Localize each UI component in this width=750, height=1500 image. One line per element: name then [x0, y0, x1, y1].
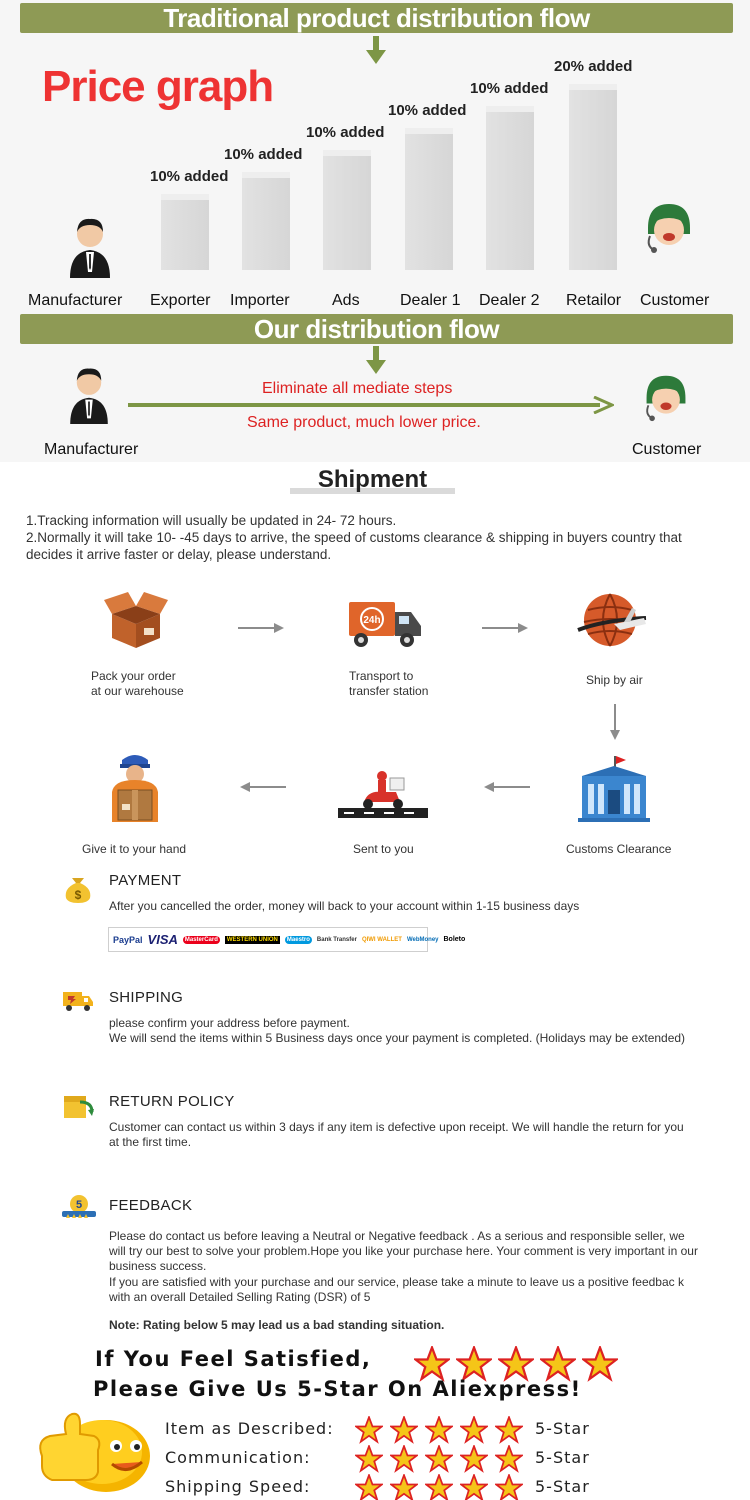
star-icon [460, 1445, 488, 1473]
price-bar-label: 10% added [388, 102, 467, 119]
scooter-courier-icon [338, 764, 428, 820]
star-icon [425, 1445, 453, 1473]
stage-label: Exporter [150, 292, 211, 309]
return-box-icon [62, 1092, 94, 1120]
price-graph-title: Price graph [42, 62, 274, 111]
price-bar [486, 106, 534, 270]
five-star-badge-icon [60, 1194, 98, 1222]
our-flow-banner: Our distribution flow [20, 314, 733, 344]
courier-parcel-icon [108, 752, 162, 824]
rating-row-label: Item as Described: [165, 1419, 334, 1438]
step-label-give-hand: Give it to your hand [82, 842, 187, 856]
star-icon [495, 1416, 523, 1444]
mastercard-logo: MasterCard [184, 936, 218, 943]
visa-logo: VISA [147, 932, 178, 947]
rating-row-stars [355, 1474, 530, 1500]
down-arrow-icon [610, 704, 620, 740]
same-product-text: Same product, much lower price. [247, 414, 481, 431]
price-bar [405, 128, 453, 270]
truck-24h-icon [347, 598, 423, 650]
eliminate-text: Eliminate all mediate steps [262, 380, 453, 397]
payment-heading: PAYMENT [109, 872, 182, 889]
stage-label: Dealer 1 [400, 292, 461, 309]
star-icon [355, 1445, 383, 1473]
return-policy-text: Customer can contact us within 3 days if any item is defective upon receipt. We will handle the return for you at the first time. [109, 1120, 684, 1149]
our-flow-end-label: Customer [632, 441, 702, 458]
left-arrow-icon [240, 782, 286, 792]
star-icon [495, 1474, 523, 1500]
feedback-note: Note: Rating below 5 may lead us a bad standing situation. [109, 1318, 445, 1332]
shipment-notes [26, 512, 726, 563]
star-icon [390, 1474, 418, 1500]
qiwi-logo: QIWI WALLET [361, 936, 402, 943]
step-label-ship-air: Ship by air [586, 673, 643, 687]
manufacturer-person-icon [66, 212, 114, 278]
stage-label: Importer [230, 292, 290, 309]
price-bar [323, 150, 371, 270]
rating-row-value: 5-Star [535, 1448, 590, 1467]
rating-row-label: Communication: [165, 1448, 311, 1467]
left-arrow-icon [484, 782, 530, 792]
step-label-customs: Customs Clearance [566, 842, 672, 856]
rating-headline-1: If You Feel Satisfied, [95, 1347, 372, 1371]
stage-label: Dealer 2 [479, 292, 540, 309]
star-icon [460, 1416, 488, 1444]
stage-label: Retailor [566, 292, 622, 309]
price-bar-label: 20% added [554, 58, 633, 75]
boleto-logo: Boleto [443, 936, 466, 943]
feedback-heading: FEEDBACK [109, 1197, 193, 1214]
western-union-logo: WESTERN UNION [226, 936, 278, 943]
shipment-title: Shipment [317, 466, 428, 493]
shipping-line-1: please confirm your address before payment. [109, 1016, 350, 1030]
direct-flow-arrow [128, 396, 614, 414]
star-icon [390, 1445, 418, 1473]
star-icon [582, 1346, 618, 1382]
payment-logos [108, 927, 466, 952]
thumbs-up-smiley-icon [36, 1410, 154, 1494]
price-bar [569, 84, 617, 270]
rating-headline-2: Please Give Us 5-Star On Aliexpress! [93, 1377, 582, 1401]
svg-text:24h: 24h [363, 615, 381, 626]
right-arrow-icon [482, 623, 528, 633]
step-label-sent: Sent to you [353, 842, 414, 856]
step-label-pack: Pack your order at our warehouse [91, 669, 184, 698]
down-arrow-icon [366, 346, 386, 374]
customer-person-icon [644, 200, 694, 254]
price-bar [242, 172, 290, 270]
svg-text:5: 5 [75, 1199, 83, 1211]
down-arrow-icon [366, 36, 386, 64]
bank-transfer-logo: Bank Transfer [316, 936, 357, 943]
our-flow-start-label: Manufacturer [44, 441, 139, 458]
price-bar-label: 10% added [150, 168, 229, 185]
stage-label: Customer [640, 292, 710, 309]
maestro-logo: Maestro [286, 936, 310, 943]
shipment-note-1: 1.Tracking information will usually be updated in 24- 72 hours. [26, 513, 397, 528]
star-icon [390, 1416, 418, 1444]
step-label-transport: Transport to transfer station [349, 669, 429, 698]
distribution-infographic [0, 0, 750, 462]
stage-label: Ads [332, 292, 360, 309]
return-policy-heading: RETURN POLICY [109, 1093, 235, 1110]
stage-label: Manufacturer [28, 292, 123, 309]
rating-row-stars [355, 1416, 530, 1444]
rating-row-value: 5-Star [535, 1477, 590, 1496]
rating-row-value: 5-Star [535, 1419, 590, 1438]
shipping-line-2: We will send the items within 5 Business days once your payment is completed. (Holidays may be extended) [109, 1031, 686, 1045]
webmoney-logo: WebMoney [406, 936, 439, 943]
box-icon [104, 592, 168, 650]
star-icon [355, 1474, 383, 1500]
rating-row-label: Shipping Speed: [165, 1477, 311, 1496]
price-bar [161, 194, 209, 270]
price-bar-label: 10% added [306, 124, 385, 141]
star-icon [355, 1416, 383, 1444]
paypal-logo: PayPal [113, 934, 143, 945]
star-icon [425, 1474, 453, 1500]
rating-row-stars [355, 1445, 530, 1473]
price-bar-label: 10% added [470, 80, 549, 97]
star-icon [425, 1416, 453, 1444]
svg-text:$: $ [74, 888, 82, 902]
money-bag-icon [62, 872, 94, 904]
right-arrow-icon [238, 623, 284, 633]
star-icon [460, 1474, 488, 1500]
payment-text: After you cancelled the order, money will back to your account within 1-15 business days [109, 899, 580, 913]
feedback-text-2: If you are satisfied with your purchase and our service, please take a minute to leave us a positive feedbac k with an overall Detailed Selling Rating (DSR) of 5 [109, 1275, 684, 1304]
manufacturer-person-icon [66, 362, 112, 424]
shipping-heading: SHIPPING [109, 989, 184, 1006]
delivery-truck-icon [62, 986, 94, 1014]
star-icon [495, 1445, 523, 1473]
customer-person-icon [641, 372, 691, 422]
globe-plane-icon [574, 590, 650, 652]
shipment-note-2: 2.Normally it will take 10- -45 days to arrive, the speed of customs clearance & shipping in buyers country that decides it arrive faster or delay, please understand. [26, 530, 682, 562]
price-bar-label: 10% added [224, 146, 303, 163]
feedback-text-1: Please do contact us before leaving a Neutral or Negative feedback . As a serious and responsible seller, we will try our best to solve your problem.Hope you like your purchase here. Your comment is very important in our business success. [109, 1229, 698, 1273]
customs-building-icon [578, 756, 650, 824]
traditional-flow-banner: Traditional product distribution flow [20, 3, 733, 33]
